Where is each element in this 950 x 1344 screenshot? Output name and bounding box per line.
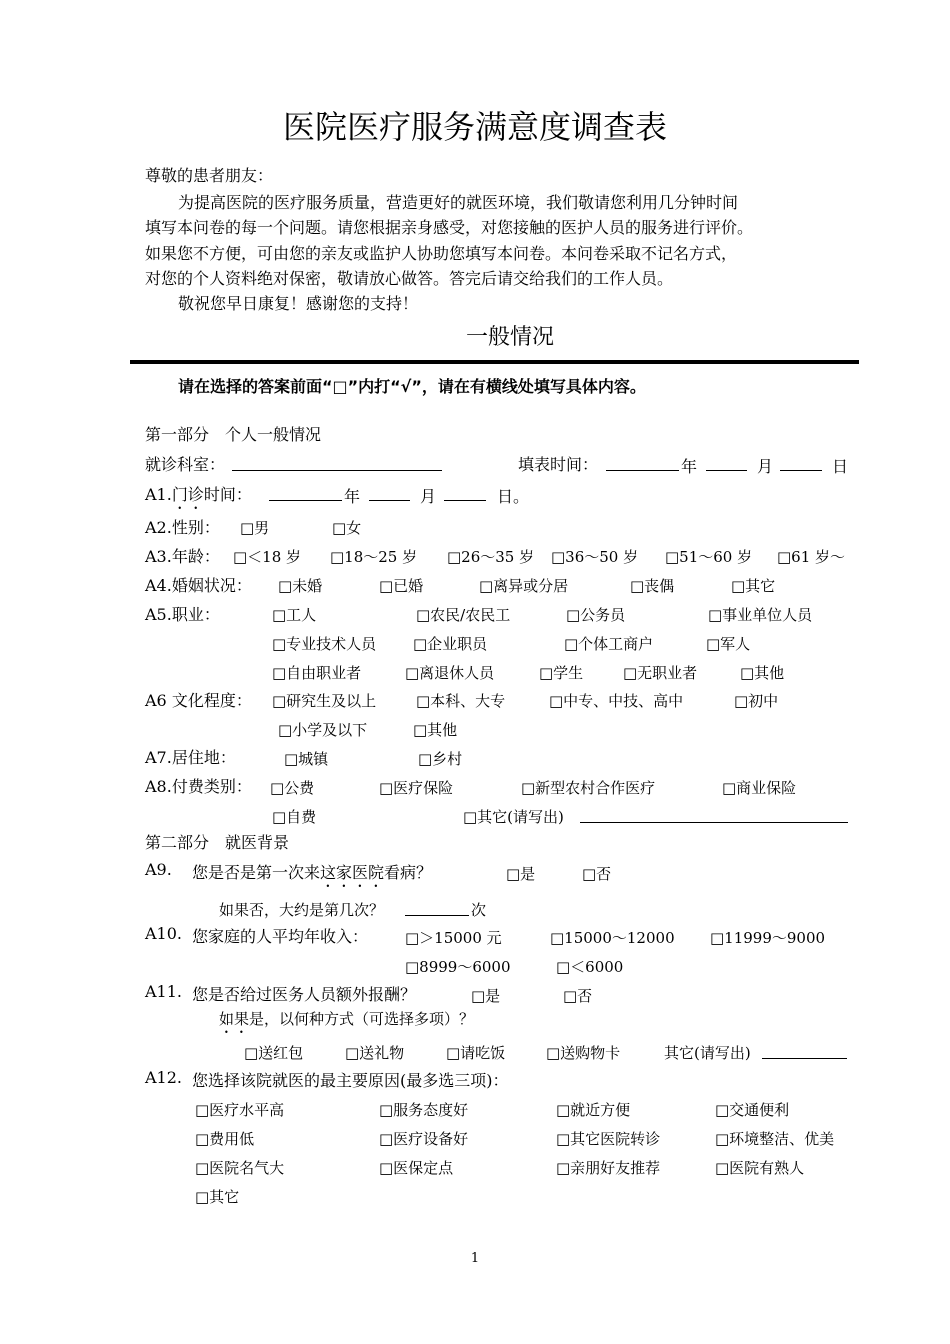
page-number: 1 [470, 1251, 480, 1266]
a12-option[interactable]: □费用低 [195, 1130, 255, 1148]
intro-line-2: 填写本问卷的每一个问题。请您根据亲身感受，对您接触的医护人员的服务进行评价。 [145, 218, 754, 237]
a2-option[interactable]: □男 [240, 519, 270, 537]
a5-option[interactable]: □无职业者 [623, 664, 698, 682]
dept-input-line[interactable] [232, 454, 442, 471]
dept-label: 就诊科室： [145, 455, 226, 474]
intro-line-3: 如果您不方便，可由您的亲友或监护人协助您填写本问卷。本问卷采取不记名方式， [145, 244, 738, 263]
a12-option[interactable]: □医疗水平高 [195, 1101, 285, 1119]
a4-label: A4.婚姻状况： [145, 576, 252, 595]
a11-method[interactable]: □送红包 [244, 1044, 304, 1062]
a6-label: A6 文化程度： [145, 691, 252, 710]
fill-month-line[interactable] [706, 454, 747, 471]
a5-label: A5.职业： [145, 605, 220, 624]
fill-month-unit: 月 [757, 457, 774, 476]
a7-option[interactable]: □乡村 [418, 750, 463, 768]
intro-line-1: 为提高医院的医疗服务质量，营造更好的就医环境，我们敬请您利用几分钟时间 [178, 193, 739, 212]
a11-method[interactable]: □送购物卡 [546, 1044, 621, 1062]
a3-option[interactable]: □18～25 岁 [330, 548, 418, 566]
a4-option[interactable]: □已婚 [379, 577, 424, 595]
a12-number: A12. [145, 1068, 182, 1087]
a4-option[interactable]: □未婚 [278, 577, 323, 595]
a11-question: 您是否给过医务人员额外报酬？ [192, 985, 417, 1004]
a5-option[interactable]: □企业职员 [413, 635, 488, 653]
a3-option[interactable]: □61 岁～ [777, 548, 846, 566]
a10-option[interactable]: □11999～9000 [710, 929, 826, 947]
a11-method[interactable]: □送礼物 [345, 1044, 405, 1062]
a6-option[interactable]: □中专、中技、高中 [549, 692, 684, 710]
a12-option[interactable]: □医院有熟人 [715, 1159, 805, 1177]
a5-option[interactable]: □事业单位人员 [708, 606, 813, 624]
a2-option[interactable]: □女 [332, 519, 362, 537]
a3-label: A3.年龄： [145, 547, 220, 566]
a1-month-unit: 月 [420, 487, 437, 506]
a6-option[interactable]: □本科、大专 [416, 692, 506, 710]
a12-option[interactable]: □医院名气大 [195, 1159, 285, 1177]
a12-option[interactable]: □环境整洁、优美 [715, 1130, 835, 1148]
a6-option[interactable]: □其他 [413, 721, 458, 739]
a12-option[interactable]: □就近方便 [556, 1101, 631, 1119]
a9-followup-unit: 次 [471, 901, 487, 919]
a10-option[interactable]: □15000～12000 [550, 929, 675, 947]
a9-visit-count-line[interactable] [405, 899, 469, 916]
part1-heading: 第一部分 个人一般情况 [145, 425, 322, 444]
a12-option[interactable]: □亲朋好友推荐 [556, 1159, 661, 1177]
a3-option[interactable]: □26～35 岁 [447, 548, 535, 566]
a9-question: 您是否是第一次来这家医院看病？ [192, 863, 433, 882]
a5-option[interactable]: □农民/农民工 [416, 606, 511, 624]
a5-option[interactable]: □离退休人员 [405, 664, 495, 682]
a1-day-unit: 日。 [497, 487, 530, 506]
instruction: 请在选择的答案前面“□”内打“√”，请在有横线处填写具体内容。 [178, 377, 646, 396]
fill-year-unit: 年 [681, 457, 698, 476]
a5-option[interactable]: □工人 [272, 606, 317, 624]
a8-option[interactable]: □新型农村合作医疗 [521, 779, 656, 797]
a7-label: A7.居住地： [145, 748, 236, 767]
a1-year-unit: 年 [344, 487, 361, 506]
a8-option[interactable]: □医疗保险 [379, 779, 454, 797]
a11-method: 其它(请写出) [664, 1044, 751, 1062]
a9-number: A9. [145, 860, 172, 879]
a5-option[interactable]: □军人 [706, 635, 751, 653]
part2-heading: 第二部分 就医背景 [145, 833, 290, 852]
fill-day-line[interactable] [780, 454, 822, 471]
a8-option[interactable]: □自费 [272, 808, 317, 826]
fill-year-line[interactable] [606, 454, 679, 471]
section-title: 一般情况 [465, 325, 554, 350]
a12-option[interactable]: □交通便利 [715, 1101, 790, 1119]
a1-day-line[interactable] [444, 484, 486, 501]
a10-question: 您家庭的人平均年收入： [192, 927, 369, 946]
a9-followup: 如果否，大约是第几次？ [219, 901, 385, 919]
a8-label: A8.付费类别： [145, 777, 252, 796]
a6-option[interactable]: □研究生及以上 [272, 692, 377, 710]
a1-label: A1.门诊时间： [145, 485, 252, 504]
a3-option[interactable]: □＜18 岁 [233, 548, 302, 566]
a9-option[interactable]: □是 [506, 865, 536, 883]
greeting: 尊敬的患者朋友： [145, 166, 274, 185]
a5-option[interactable]: □个体工商户 [564, 635, 654, 653]
a5-option[interactable]: □公务员 [566, 606, 626, 624]
a12-option[interactable]: □医疗设备好 [379, 1130, 469, 1148]
a10-option[interactable]: □＜6000 [556, 958, 624, 976]
a8-other-input-line[interactable] [580, 806, 848, 823]
a8-option[interactable]: □公费 [270, 779, 315, 797]
section-divider [130, 360, 859, 364]
a12-option[interactable]: □其它医院转诊 [556, 1130, 661, 1148]
a5-option[interactable]: □学生 [539, 664, 584, 682]
a8-option[interactable]: □其它(请写出) [463, 808, 564, 826]
a11-followup: 如果是，以何种方式（可选择多项）？ [219, 1010, 475, 1028]
a10-option[interactable]: □8999～6000 [405, 958, 511, 976]
intro-closing: 敬祝您早日康复！感谢您的支持！ [178, 294, 419, 313]
a4-option[interactable]: □离异或分居 [479, 577, 569, 595]
a7-option[interactable]: □城镇 [284, 750, 329, 768]
a6-option[interactable]: □初中 [734, 692, 779, 710]
a3-option[interactable]: □36～50 岁 [551, 548, 639, 566]
a4-option[interactable]: □丧偶 [630, 577, 675, 595]
a10-number: A10. [145, 924, 182, 943]
a6-option[interactable]: □小学及以下 [278, 721, 368, 739]
a8-option[interactable]: □商业保险 [722, 779, 797, 797]
a9-option[interactable]: □否 [582, 865, 612, 883]
intro-line-4: 对您的个人资料绝对保密，敬请放心做答。答完后请交给我们的工作人员。 [145, 269, 674, 288]
a1-year-line[interactable] [269, 484, 342, 501]
a5-option[interactable]: □其他 [740, 664, 785, 682]
fill-time-label: 填表时间： [518, 455, 599, 474]
a12-option[interactable]: □其它 [195, 1188, 240, 1206]
a4-option[interactable]: □其它 [731, 577, 776, 595]
fill-day-unit: 日 [832, 457, 849, 476]
a12-question: 您选择该院就医的最主要原因(最多选三项)： [192, 1071, 509, 1090]
a3-option[interactable]: □51～60 岁 [665, 548, 753, 566]
a10-option[interactable]: □＞15000 元 [405, 929, 502, 947]
page-title: 医院医疗服务满意度调查表 [282, 108, 667, 146]
a5-option[interactable]: □自由职业者 [272, 664, 362, 682]
a1-month-line[interactable] [369, 484, 410, 501]
a5-option[interactable]: □专业技术人员 [272, 635, 377, 653]
a11-option[interactable]: □否 [563, 987, 593, 1005]
a12-option[interactable]: □服务态度好 [379, 1101, 469, 1119]
a11-option[interactable]: □是 [471, 987, 501, 1005]
a11-other-input-line[interactable] [762, 1042, 847, 1059]
a2-label: A2.性别： [145, 518, 220, 537]
a11-number: A11. [145, 982, 182, 1001]
a11-method[interactable]: □请吃饭 [446, 1044, 506, 1062]
a12-option[interactable]: □医保定点 [379, 1159, 454, 1177]
